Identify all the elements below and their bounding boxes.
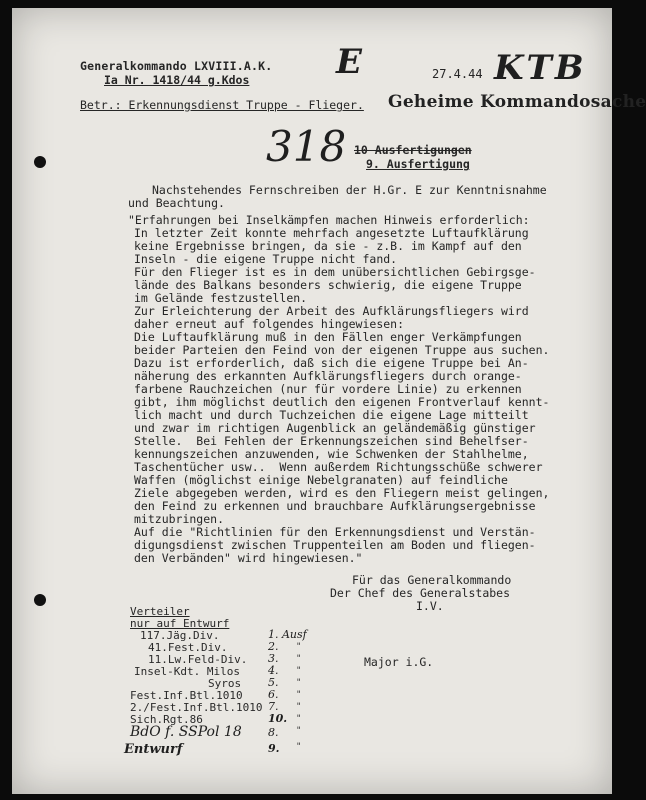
body-line: In letzter Zeit konnte mehrfach angesetzte Luftaufklärung <box>134 226 529 240</box>
body-line: keine Ergebnisse bringen, da sie - z.B. im Kampf auf den <box>134 239 522 253</box>
body-line: lände des Balkans besonders schwierig, die eigene Truppe <box>134 278 522 292</box>
intro-line-2: und Beachtung. <box>128 196 225 210</box>
distribution-heading: Verteiler <box>130 605 190 618</box>
ditto-mark: " <box>296 666 302 676</box>
distribution-unit: Fest.Inf.Btl.1010 <box>130 689 243 702</box>
distribution-copy: 10. <box>268 712 288 725</box>
distribution-unit-handwritten: BdO f. SSPol 18 <box>130 724 242 740</box>
ditto-mark: " <box>296 742 302 752</box>
ditto-mark: " <box>296 654 302 664</box>
body-line: Stelle. Bei Fehlen der Erkennungszeichen sind Behelfser- <box>134 434 529 448</box>
body-line: beider Parteien den Feind von der eigenen Truppe aus suchen. <box>134 343 550 357</box>
body-line: Inseln - die eigene Truppe nicht fand. <box>134 252 398 266</box>
date: 27.4.44 <box>432 67 483 81</box>
document-page <box>12 8 646 794</box>
body-line: den Verbänden" wird hingewiesen." <box>134 551 363 565</box>
body-line: mitzubringen. <box>134 512 225 526</box>
signature-rank: Major i.G. <box>364 655 434 669</box>
body-line: Taschentücher usw.. Wenn außerdem Richtungsschüße schwerer <box>134 460 543 474</box>
handwritten-e-mark: E <box>336 42 362 82</box>
body-line: Dazu ist erforderlich, daß sich die eigene Truppe bei An- <box>134 356 529 370</box>
distribution-copy: 7. <box>268 700 279 713</box>
handwritten-ktb: KTB <box>494 48 587 88</box>
distribution-copy: 2. <box>268 640 279 653</box>
ditto-mark: " <box>296 690 302 700</box>
body-line: "Erfahrungen bei Inselkämpfen machen Hinweis erforderlich: <box>128 213 530 227</box>
punch-hole-bottom <box>34 594 46 606</box>
body-line: Die Luftaufklärung muß in den Fällen enger Verkämpfungen <box>134 330 522 344</box>
signature-line-2: Der Chef des Generalstabes <box>330 586 511 600</box>
body-line: Zur Erleichterung der Arbeit des Aufklärungsfliegers wird <box>134 304 529 318</box>
body-line: kennungszeichen anzuwenden, wie Schwenken der Stahlhelme, <box>134 447 529 461</box>
signature-line-1: Für das Generalkommando <box>352 573 512 587</box>
body-line: den Feind zu erkennen und brauchbare Aufklärungsergebnisse <box>134 499 536 513</box>
classification-stamp: Geheime Kommandosache <box>388 92 646 112</box>
distribution-unit: 2./Fest.Inf.Btl.1010 <box>130 701 263 714</box>
copies-total: 10 Ausfertigungen <box>354 143 472 157</box>
distribution-copy: 8. <box>268 726 279 739</box>
distribution-copy: 9. <box>268 742 280 755</box>
issuer-line: Generalkommando LXVIII.A.K. <box>80 59 273 73</box>
distribution-unit: 11.Lw.Feld-Div. <box>148 653 248 666</box>
distribution-unit: Syros <box>208 677 242 690</box>
distribution-unit: 117.Jäg.Div. <box>140 629 220 642</box>
punch-hole-top <box>34 156 46 168</box>
distribution-copy: 5. <box>268 676 279 689</box>
ditto-mark: " <box>296 726 302 736</box>
distribution-copy: 6. <box>268 688 279 701</box>
copy-number: 9. Ausfertigung <box>366 157 470 171</box>
body-line: farbene Rauchzeichen (nur für vordere Linie) zu erkennen <box>134 382 522 396</box>
ditto-mark: " <box>296 678 302 688</box>
body-line: digungsdienst zwischen Truppenteilen am Boden und fliegen- <box>134 538 536 552</box>
body-line: Für den Flieger ist es in dem unübersichtlichen Gebirgsge- <box>134 265 536 279</box>
body-line: Ziele abgegeben werden, wird es den Fliegern meist gelingen, <box>134 486 550 500</box>
body-line: gibt, ihm möglichst deutlich den eigenen Frontverlauf kennt- <box>134 395 550 409</box>
handwritten-file-number: 318 <box>266 122 347 171</box>
distribution-unit: Insel-Kdt. Milos <box>134 665 240 678</box>
ditto-mark: " <box>296 702 302 712</box>
distribution-unit: 41.Fest.Div. <box>148 641 228 654</box>
ditto-mark: " <box>296 714 302 724</box>
signature-line-3: I.V. <box>416 599 444 613</box>
body-line: daher erneut auf folgendes hingewiesen: <box>134 317 405 331</box>
body-line: Auf die "Richtlinien für den Erkennungsdienst und Verstän- <box>134 525 536 539</box>
intro-line-1: Nachstehendes Fernschreiben der H.Gr. E zur Kenntnisnahme <box>152 183 547 197</box>
distribution-unit: Sich.Rgt.86 <box>130 713 203 726</box>
body-line: im Gelände festzustellen. <box>134 291 308 305</box>
ditto-mark: " <box>296 642 302 652</box>
body-line: lich macht und durch Tuchzeichen die eigene Lage mitteilt <box>134 408 529 422</box>
distribution-copy: 3. <box>268 652 279 665</box>
body-line: Waffen (möglichst einige Nebelgranaten) auf feindliche <box>134 473 508 487</box>
distribution-copy: 1. Ausf <box>268 628 307 641</box>
body-line: und zwar im richtigen Augenblick an geländemäßig günstiger <box>134 421 536 435</box>
draft-initials: Entwurf <box>124 742 183 757</box>
distribution-copy: 4. <box>268 664 279 677</box>
subject-line: Betr.: Erkennungsdienst Truppe - Flieger. <box>80 98 364 112</box>
distribution-subheading: nur auf Entwurf <box>130 617 230 630</box>
body-line: näherung des erkannten Aufklärungsfliegers durch orange- <box>134 369 522 383</box>
reference-line: Ia Nr. 1418/44 g.Kdos <box>104 73 250 87</box>
